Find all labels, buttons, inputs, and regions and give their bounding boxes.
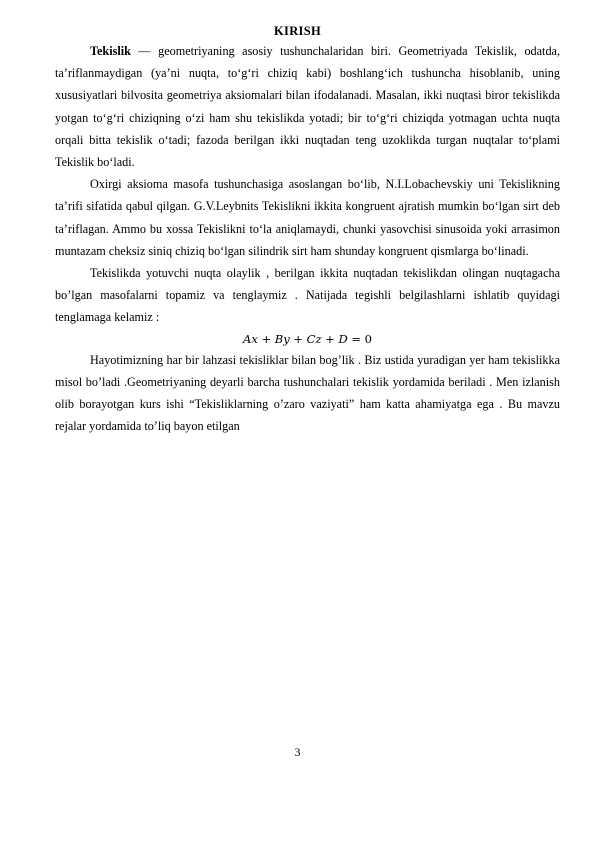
- document-body: [55, 40, 560, 437]
- paragraph-1-text: — geometriyaning asosiy tushunchalaridan biri. Geometriyada Tekislik, odatda, ta’riflanmaydigan (ya’ni nuqta, to‘g‘ri chiziq kabi) boshlang‘ich tushuncha hisoblanib, uning xususiyatlari bilvosita geometriya aksiomalari bilan ifodalanadi. Masalan, ikki nuqtasi biror tekislikda yotgan to‘g‘ri chiziqning o‘zi ham shu tekislikda yotadi; bir to‘g‘ri chiziqda yotmagan uchta nuqta orqali bitta tekislik o‘tadi; fazoda berilgan ikki nuqtadan teng uzoklikda turgan nuqtalar to‘plami Tekislik bo‘ladi.: [55, 44, 560, 170]
- plane-equation: [55, 329, 560, 349]
- paragraph-3: Tekislikda yotuvchi nuqta olaylik , berilgan ikkita nuqtadan tekislikdan olingan nuqtagacha bo’lgan masofalarni topamiz va tenglaymiz . Natijada tegishli belgilashlarni ishlatib quyidagi tenglamaga kelamiz :: [55, 266, 560, 325]
- paragraph-4: Hayotimizning har bir lahzasi tekisliklar bilan bog’lik . Biz ustida yuradigan yer ham tekislikka misol bo’ladi .Geometriyaning deyarli barcha tushunchalari tekislik yordamida beriladi . Men izlanish olib borayotgan kurs ishi “Tekisliklarning o’zaro vaziyati” ham katta ahamiyatga ega . Bu mavzu rejalar yordamida to’liq bayon etilgan: [55, 352, 560, 434]
- equation-lhs: Ax + By + Cz + D: [243, 331, 348, 346]
- equation-rhs: = 0: [347, 331, 372, 346]
- page-title: KIRISH: [274, 24, 321, 38]
- page-number: 3: [294, 745, 301, 759]
- paragraph-2: Oxirgi aksioma masofa tushunchasiga asoslangan bo‘lib, N.I.Lobachevskiy uni Tekislikning ta’rifi sifatida qabul qilgan. G.V.Leybnits Tekislikni ikkita kongruent ajratish mumkin bo‘lgan sirt deb ta’riflagan. Ammo bu xossa Tekislikni to‘la aniqlamaydi, chunki yasovchisi sinusoida yoki arrasimon muntazam cheksiz siniq chiziq bo‘lgan silindrik sirt ham shunday kongruent qismlarga bo‘linadi.: [55, 177, 560, 258]
- term-tekislik: Tekislik: [90, 44, 131, 58]
- paragraph-1: [55, 40, 560, 173]
